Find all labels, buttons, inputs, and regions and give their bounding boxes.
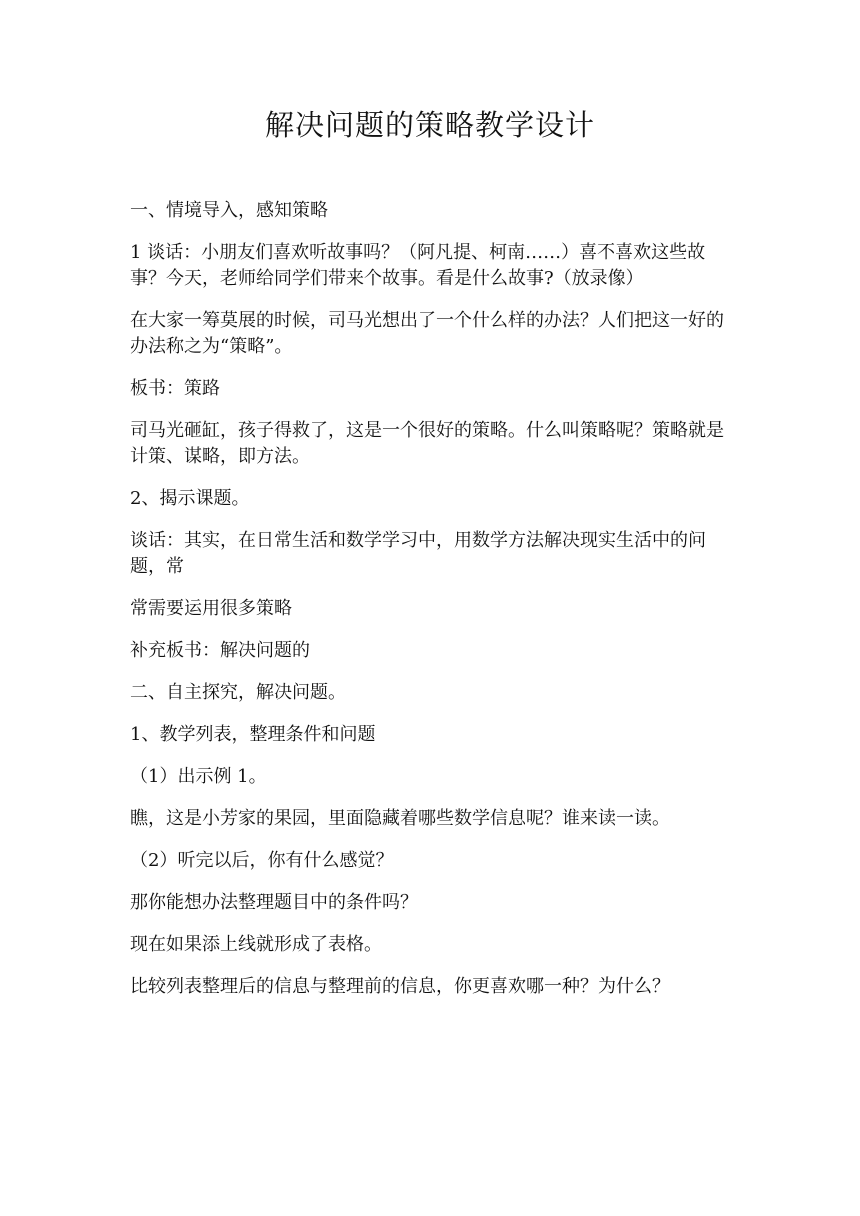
paragraph: 现在如果添上线就形成了表格。 (130, 934, 382, 955)
paragraph: 比较列表整理后的信息与整理前的信息，你更喜欢哪一种？为什么？ (130, 976, 670, 997)
paragraph: 2、揭示课题。 (130, 488, 250, 509)
paragraph: 1、教学列表，整理条件和问题 (130, 724, 376, 745)
document-title: 解决问题的策略教学设计 (264, 108, 595, 142)
paragraph: 司马光砸缸，孩子得救了，这是一个很好的策略。什么叫策略呢？策略就是计策、谋略，即方法。 (130, 420, 724, 467)
paragraph: （2）听完以后，你有什么感觉？ (130, 850, 394, 871)
paragraph: 1 谈话：小朋友们喜欢听故事吗？（阿凡提、柯南……）喜不喜欢这些故事？今天，老师给同学们带来个故事。看是什么故事?（放录像） (130, 242, 706, 289)
document-body (130, 198, 730, 1016)
paragraph: 常需要运用很多策略 (130, 598, 292, 619)
section-heading: 一、情境导入，感知策略 (130, 200, 328, 221)
paragraph: 那你能想办法整理题目中的条件吗？ (130, 892, 418, 913)
paragraph: （1）出示例 1。 (130, 766, 267, 787)
section-heading: 二、自主探究，解决问题。 (130, 682, 346, 703)
paragraph: 补充板书：解决问题的 (130, 640, 310, 661)
paragraph: 谈话：其实，在日常生活和数学学习中，用数学方法解决现实生活中的问题，常 (130, 530, 706, 577)
paragraph: 在大家一筹莫展的时候，司马光想出了一个什么样的办法？人们把这一好的办法称之为“策略”。 (130, 310, 724, 357)
paragraph: 板书：策路 (130, 378, 220, 399)
paragraph: 瞧，这是小芳家的果园，里面隐藏着哪些数学信息呢？谁来读一读。 (130, 808, 670, 829)
